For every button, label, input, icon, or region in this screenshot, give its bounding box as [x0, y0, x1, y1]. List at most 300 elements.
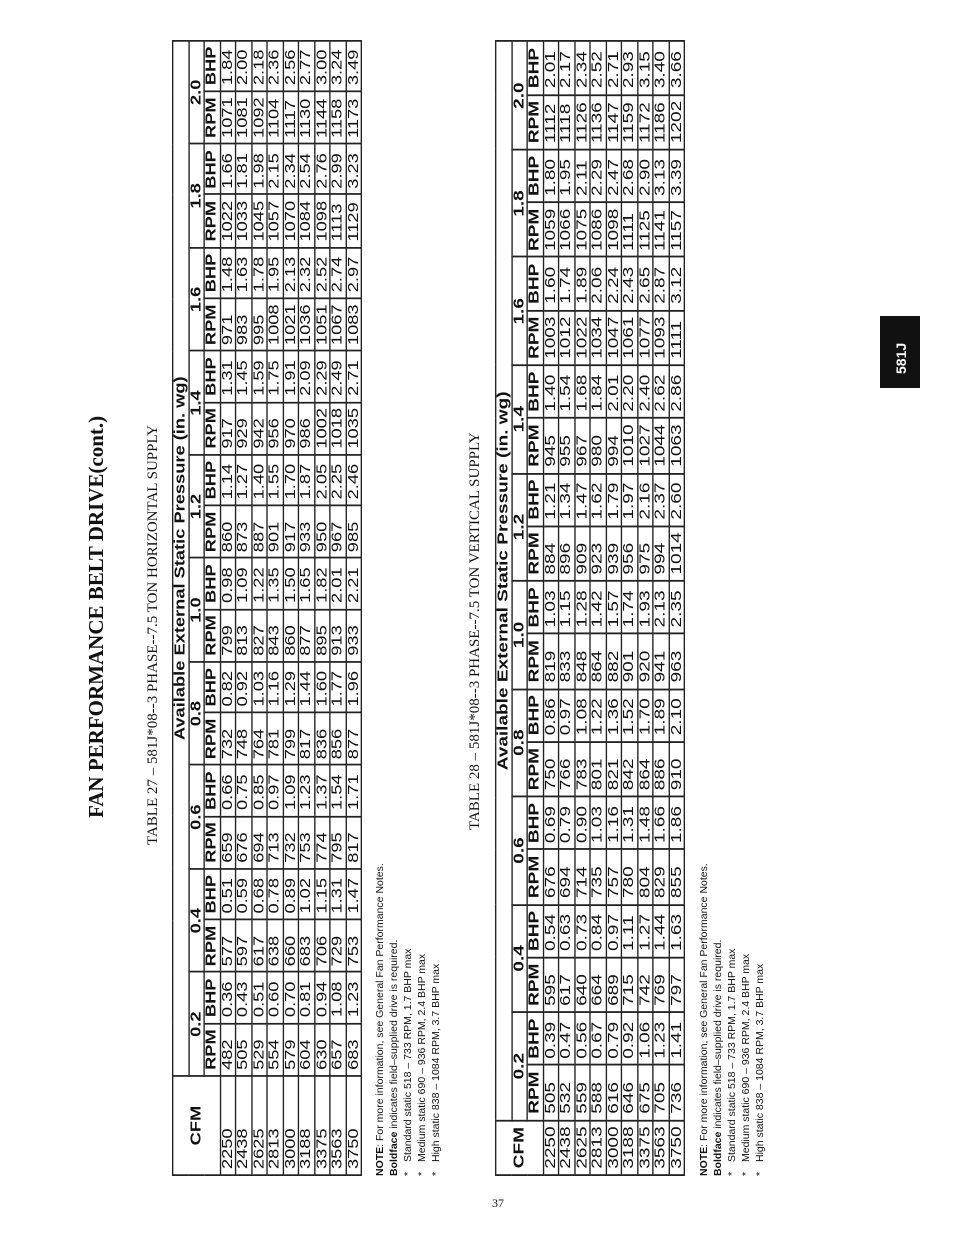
rpm-cell: 967: [330, 505, 346, 558]
bhp-cell: 0.84: [590, 904, 606, 957]
note-label: NOTE: [374, 1146, 386, 1176]
pressure-header: 1.0: [511, 581, 527, 689]
rpm-cell: 1172: [637, 94, 653, 149]
bhp-cell: 2.37: [653, 473, 669, 526]
boldface-line: [711, 863, 725, 1176]
bhp-cell: 0.97: [267, 765, 283, 816]
rpm-cell: 1045: [251, 195, 267, 248]
rpm-header: RPM: [527, 418, 543, 473]
rpm-cell: 917: [220, 402, 236, 455]
rpm-cell: 1144: [314, 91, 330, 144]
rpm-cell: 1112: [543, 94, 559, 149]
rpm-cell: 1014: [669, 526, 685, 581]
bhp-cell: 2.01: [330, 558, 346, 609]
rpm-cell: 1157: [669, 202, 685, 257]
bhp-cell: 0.63: [559, 904, 575, 957]
cfm-cell: 2438: [236, 1076, 252, 1175]
bhp-cell: 1.82: [314, 558, 330, 609]
rpm-cell: 729: [330, 920, 346, 973]
rpm-cell: 657: [330, 1023, 346, 1076]
rpm-cell: 848: [574, 634, 590, 689]
bhp-cell: 0.51: [251, 972, 267, 1023]
static-pressure-header: Available External Static Pressure (in. wg): [496, 42, 512, 1120]
rpm-cell: 1098: [606, 202, 622, 257]
rpm-header: RPM: [204, 91, 220, 144]
bhp-cell: 1.36: [606, 689, 622, 742]
bhp-header: BHP: [527, 904, 543, 957]
cfm-cell: 3750: [669, 1120, 685, 1175]
bhp-cell: 1.09: [236, 558, 252, 609]
bhp-cell: 0.56: [574, 1012, 590, 1065]
cfm-cell: 2813: [590, 1120, 606, 1175]
rpm-cell: 910: [669, 742, 685, 797]
bhp-cell: 1.66: [220, 144, 236, 195]
bhp-cell: 1.28: [574, 581, 590, 634]
bhp-header: BHP: [527, 689, 543, 742]
rpm-cell: 1136: [590, 94, 606, 149]
bhp-cell: 1.80: [543, 150, 559, 203]
rpm-cell: 1130: [298, 91, 314, 144]
rpm-cell: 1018: [330, 402, 346, 455]
rpm-header: RPM: [527, 202, 543, 257]
bhp-cell: 1.21: [543, 473, 559, 526]
bhp-cell: 2.68: [621, 150, 637, 203]
table28: [495, 41, 685, 1176]
bhp-cell: 0.70: [283, 972, 299, 1023]
bhp-cell: 1.29: [283, 662, 299, 713]
rpm-cell: 640: [574, 957, 590, 1012]
bhp-cell: 0.81: [298, 972, 314, 1023]
table-row: [543, 42, 559, 1175]
rpm-cell: 1008: [267, 298, 283, 351]
rpm-cell: 901: [621, 634, 637, 689]
rpm-cell: 877: [298, 609, 314, 662]
cfm-header: CFM: [173, 1076, 220, 1175]
table-row: [283, 40, 299, 1175]
rpm-cell: 1186: [653, 94, 669, 149]
bhp-cell: 1.81: [236, 144, 252, 195]
bhp-cell: 2.17: [559, 42, 575, 95]
rpm-header: RPM: [204, 298, 220, 351]
rpm-cell: 1159: [621, 94, 637, 149]
bhp-cell: 1.06: [637, 1012, 653, 1065]
bhp-header: BHP: [527, 473, 543, 526]
rpm-cell: 956: [621, 526, 637, 581]
bhp-cell: 1.14: [220, 455, 236, 506]
bhp-cell: 0.67: [590, 1012, 606, 1065]
rpm-cell: 616: [606, 1065, 622, 1120]
rpm-cell: 1104: [267, 91, 283, 144]
rpm-cell: 732: [283, 816, 299, 869]
bhp-cell: 3.49: [346, 40, 362, 91]
rpm-cell: 1113: [330, 195, 346, 248]
rpm-cell: 860: [220, 505, 236, 558]
table-row: [346, 40, 362, 1175]
bullet-text: Medium static 690 – 936 RPM, 2.4 BHP max: [740, 953, 752, 1162]
pressure-header: 0.4: [511, 904, 527, 1012]
rpm-cell: 617: [559, 957, 575, 1012]
rpm-cell: 1003: [543, 310, 559, 365]
bhp-cell: 2.32: [298, 248, 314, 299]
rpm-cell: 963: [669, 634, 685, 689]
rpm-cell: 1202: [669, 94, 685, 149]
bhp-cell: 1.52: [621, 689, 637, 742]
rpm-cell: 955: [559, 418, 575, 473]
rpm-cell: 769: [653, 957, 669, 1012]
rpm-cell: 983: [236, 298, 252, 351]
rpm-cell: 1027: [637, 418, 653, 473]
bhp-cell: 1.31: [220, 351, 236, 402]
bhp-cell: 1.86: [669, 797, 685, 850]
bhp-header: BHP: [204, 455, 220, 506]
rpm-cell: 753: [298, 816, 314, 869]
rpm-cell: 855: [669, 849, 685, 904]
bhp-cell: 1.89: [574, 257, 590, 310]
cfm-cell: 2625: [251, 1076, 267, 1175]
bullet-text: Medium static 690 – 936 RPM, 2.4 BHP max: [416, 953, 428, 1162]
bhp-cell: 2.93: [621, 42, 637, 95]
bhp-cell: 2.46: [346, 455, 362, 506]
bhp-cell: 2.34: [574, 42, 590, 95]
bhp-cell: 2.10: [669, 689, 685, 742]
bhp-header: BHP: [527, 150, 543, 203]
table-row: [330, 40, 346, 1175]
bullet-text: High static 838 – 1084 RPM, 3.7 BHP max: [430, 963, 442, 1162]
rpm-cell: 804: [637, 849, 653, 904]
bhp-cell: 1.97: [621, 473, 637, 526]
bhp-cell: 2.56: [283, 40, 299, 91]
bhp-cell: 0.89: [283, 869, 299, 920]
rpm-cell: 884: [543, 526, 559, 581]
bhp-cell: 0.92: [236, 662, 252, 713]
bhp-cell: 3.15: [637, 42, 653, 95]
pressure-header: 0.6: [188, 765, 204, 869]
rpm-cell: 967: [574, 418, 590, 473]
bhp-cell: 0.86: [543, 689, 559, 742]
pressure-header: 2.0: [511, 42, 527, 150]
table28-caption: TABLE 28 – 581J*08--3 PHASE--7.5 TON VERTICAL SUPPLY: [467, 432, 483, 830]
bhp-cell: 0.73: [574, 904, 590, 957]
bhp-cell: 1.16: [606, 797, 622, 850]
rpm-cell: 532: [559, 1065, 575, 1120]
bhp-cell: 0.97: [606, 904, 622, 957]
bhp-cell: 0.82: [220, 662, 236, 713]
rpm-cell: 1010: [621, 418, 637, 473]
cfm-cell: 3000: [283, 1076, 299, 1175]
bhp-cell: 0.43: [236, 972, 252, 1023]
bhp-cell: 2.16: [637, 473, 653, 526]
rpm-cell: 705: [653, 1065, 669, 1120]
bhp-cell: 1.41: [669, 1012, 685, 1065]
rpm-header: RPM: [527, 310, 543, 365]
bhp-cell: 1.40: [251, 455, 267, 506]
bhp-cell: 1.70: [283, 455, 299, 506]
rpm-cell: 799: [220, 609, 236, 662]
pressure-header: 2.0: [188, 40, 204, 144]
rpm-cell: 736: [669, 1065, 685, 1120]
rpm-header: RPM: [527, 94, 543, 149]
bhp-header: BHP: [527, 797, 543, 850]
bhp-cell: 1.03: [590, 797, 606, 850]
bhp-header: BHP: [204, 869, 220, 920]
rpm-cell: 1092: [251, 91, 267, 144]
bhp-cell: 1.47: [574, 473, 590, 526]
rpm-cell: 956: [267, 402, 283, 455]
bhp-cell: 3.39: [669, 150, 685, 203]
bullet-symbol: *: [402, 1171, 414, 1176]
bullet-text: Standard static 518 – 733 RPM, 1.7 BHP max: [402, 948, 414, 1162]
boldface-text: indicates field–supplied drive is required.: [388, 939, 400, 1132]
bhp-cell: 0.39: [543, 1012, 559, 1065]
rpm-cell: 864: [637, 742, 653, 797]
table-row: [220, 40, 236, 1175]
bhp-cell: 2.76: [314, 144, 330, 195]
bhp-cell: 2.97: [346, 248, 362, 299]
table27-notes: [373, 863, 443, 1176]
table28-notes: [697, 863, 767, 1176]
rpm-cell: 659: [220, 816, 236, 869]
bhp-cell: 0.36: [220, 972, 236, 1023]
bhp-cell: 2.05: [314, 455, 330, 506]
rpm-cell: 970: [283, 402, 299, 455]
note-text: : For more information, see General Fan Performance Notes.: [698, 863, 710, 1147]
pressure-header: 1.8: [511, 150, 527, 258]
rpm-cell: 1035: [346, 402, 362, 455]
rpm-cell: 742: [637, 957, 653, 1012]
rpm-cell: 882: [606, 634, 622, 689]
rpm-cell: 877: [346, 713, 362, 766]
rpm-cell: 694: [559, 849, 575, 904]
bhp-cell: 3.40: [653, 42, 669, 95]
bullet-symbol: *: [430, 1171, 442, 1176]
pressure-header: 1.6: [511, 257, 527, 365]
cfm-cell: 2250: [220, 1076, 236, 1175]
bhp-cell: 0.54: [543, 904, 559, 957]
rpm-cell: 843: [267, 609, 283, 662]
bhp-cell: 1.23: [346, 972, 362, 1023]
rpm-cell: 753: [346, 920, 362, 973]
bhp-cell: 2.01: [606, 365, 622, 418]
page-number: 37: [492, 1196, 504, 1210]
bhp-cell: 2.25: [330, 455, 346, 506]
rpm-cell: 819: [543, 634, 559, 689]
bhp-header: BHP: [204, 662, 220, 713]
pressure-header: 0.8: [188, 662, 204, 766]
rpm-cell: 675: [637, 1065, 653, 1120]
table28-wrap: [495, 47, 685, 1176]
bhp-cell: 1.75: [267, 351, 283, 402]
bhp-cell: 2.47: [606, 150, 622, 203]
bhp-cell: 0.92: [621, 1012, 637, 1065]
bhp-cell: 1.74: [559, 257, 575, 310]
rpm-cell: 901: [267, 505, 283, 558]
rpm-cell: 994: [606, 418, 622, 473]
bhp-cell: 1.96: [346, 662, 362, 713]
table-row: [236, 40, 252, 1175]
bhp-cell: 1.71: [346, 765, 362, 816]
rpm-cell: 579: [283, 1023, 299, 1076]
cfm-cell: 2250: [543, 1120, 559, 1175]
rpm-cell: 1071: [220, 91, 236, 144]
bhp-cell: 3.12: [669, 257, 685, 310]
rpm-cell: 1077: [637, 310, 653, 365]
bhp-cell: 2.01: [543, 42, 559, 95]
bhp-cell: 1.03: [543, 581, 559, 634]
bhp-cell: 1.15: [559, 581, 575, 634]
cfm-cell: 3188: [621, 1120, 637, 1175]
rpm-cell: 827: [251, 609, 267, 662]
bhp-cell: 1.45: [236, 351, 252, 402]
pressure-header: 0.8: [511, 689, 527, 797]
rpm-cell: 676: [543, 849, 559, 904]
cfm-cell: 2438: [559, 1120, 575, 1175]
table-row: [574, 42, 590, 1175]
bhp-cell: 1.31: [621, 797, 637, 850]
table-row: [314, 40, 330, 1175]
rpm-cell: 836: [314, 713, 330, 766]
rpm-header: RPM: [204, 609, 220, 662]
rpm-cell: 1067: [330, 298, 346, 351]
rpm-cell: 887: [251, 505, 267, 558]
table27-caption: TABLE 27 – 581J*08--3 PHASE--7.5 TON HORIZONTAL SUPPLY: [145, 425, 161, 845]
cfm-cell: 3188: [298, 1076, 314, 1175]
bhp-cell: 1.42: [590, 581, 606, 634]
rpm-header: RPM: [204, 402, 220, 455]
bhp-cell: 1.55: [267, 455, 283, 506]
rpm-cell: 757: [606, 849, 622, 904]
table-row: [251, 40, 267, 1175]
rpm-cell: 1047: [606, 310, 622, 365]
rpm-cell: 795: [330, 816, 346, 869]
bhp-cell: 1.95: [267, 248, 283, 299]
rpm-cell: 1002: [314, 402, 330, 455]
rpm-cell: 597: [236, 920, 252, 973]
rpm-cell: 780: [621, 849, 637, 904]
bhp-cell: 2.24: [606, 257, 622, 310]
rpm-cell: 1111: [621, 202, 637, 257]
side-tab-label: 581J: [893, 342, 909, 374]
rpm-cell: 559: [574, 1065, 590, 1120]
bhp-cell: 1.84: [220, 40, 236, 91]
bhp-cell: 2.71: [606, 42, 622, 95]
rpm-cell: 588: [590, 1065, 606, 1120]
bhp-cell: 1.54: [559, 365, 575, 418]
rpm-cell: 813: [236, 609, 252, 662]
rpm-cell: 833: [559, 634, 575, 689]
rpm-cell: 676: [236, 816, 252, 869]
bhp-cell: 1.44: [653, 904, 669, 957]
pressure-header: 1.2: [188, 455, 204, 559]
rpm-cell: 713: [267, 816, 283, 869]
bhp-cell: 1.79: [606, 473, 622, 526]
rpm-header: RPM: [204, 505, 220, 558]
rpm-cell: 604: [298, 1023, 314, 1076]
rpm-cell: 660: [283, 920, 299, 973]
bhp-cell: 1.34: [559, 473, 575, 526]
bhp-cell: 2.20: [621, 365, 637, 418]
rpm-cell: 933: [346, 609, 362, 662]
rpm-cell: 732: [220, 713, 236, 766]
rpm-cell: 917: [283, 505, 299, 558]
bhp-cell: 1.08: [574, 689, 590, 742]
rpm-cell: 942: [251, 402, 267, 455]
boldface-label: Boldface: [388, 1131, 400, 1176]
rpm-cell: 1126: [574, 94, 590, 149]
bhp-cell: 1.48: [220, 248, 236, 299]
bhp-cell: 2.35: [669, 581, 685, 634]
rpm-cell: 1070: [283, 195, 299, 248]
bhp-header: BHP: [527, 42, 543, 95]
cfm-cell: 2813: [267, 1076, 283, 1175]
rpm-cell: 529: [251, 1023, 267, 1076]
bhp-cell: 2.29: [314, 351, 330, 402]
bhp-cell: 2.06: [590, 257, 606, 310]
rpm-cell: 577: [220, 920, 236, 973]
bhp-cell: 2.13: [653, 581, 669, 634]
bhp-cell: 1.78: [251, 248, 267, 299]
table-row: [621, 42, 637, 1175]
cfm-cell: 3750: [346, 1076, 362, 1175]
bhp-cell: 2.40: [637, 365, 653, 418]
pressure-header: 0.2: [188, 972, 204, 1076]
note-bullet: [753, 863, 767, 1176]
bhp-cell: 1.87: [298, 455, 314, 506]
rpm-header: RPM: [527, 634, 543, 689]
rpm-cell: 1083: [346, 298, 362, 351]
bhp-cell: 1.59: [251, 351, 267, 402]
rpm-cell: 1158: [330, 91, 346, 144]
note-bullet: [415, 863, 429, 1176]
boldface-text: indicates field–supplied drive is required.: [712, 939, 724, 1132]
static-pressure-header: Available External Static Pressure (in. wg): [173, 40, 189, 1075]
bhp-cell: 1.74: [621, 581, 637, 634]
rpm-cell: 554: [267, 1023, 283, 1076]
bhp-cell: 1.22: [251, 558, 267, 609]
rpm-cell: 1021: [283, 298, 299, 351]
bhp-cell: 2.13: [283, 248, 299, 299]
bhp-cell: 0.68: [251, 869, 267, 920]
rpm-cell: 950: [314, 505, 330, 558]
bhp-cell: 2.34: [283, 144, 299, 195]
bhp-cell: 3.66: [669, 42, 685, 95]
rpm-cell: 1081: [236, 91, 252, 144]
bhp-cell: 0.79: [606, 1012, 622, 1065]
bhp-cell: 2.21: [346, 558, 362, 609]
bhp-cell: 1.40: [543, 365, 559, 418]
rpm-cell: 801: [590, 742, 606, 797]
bhp-cell: 1.15: [314, 869, 330, 920]
bhp-cell: 1.65: [298, 558, 314, 609]
rpm-cell: 923: [590, 526, 606, 581]
bhp-header: BHP: [204, 248, 220, 299]
rpm-cell: 986: [298, 402, 314, 455]
table-row: [590, 42, 606, 1175]
rpm-cell: 929: [236, 402, 252, 455]
bhp-cell: 0.94: [314, 972, 330, 1023]
rpm-cell: 920: [637, 634, 653, 689]
bhp-cell: 1.95: [559, 150, 575, 203]
rpm-cell: 939: [606, 526, 622, 581]
bhp-cell: 1.47: [346, 869, 362, 920]
rpm-cell: 799: [283, 713, 299, 766]
rpm-cell: 1125: [637, 202, 653, 257]
bhp-cell: 1.60: [543, 257, 559, 310]
rpm-cell: 1141: [653, 202, 669, 257]
rpm-cell: 886: [653, 742, 669, 797]
bhp-cell: 1.23: [298, 765, 314, 816]
bhp-cell: 2.09: [298, 351, 314, 402]
rpm-cell: 1098: [314, 195, 330, 248]
